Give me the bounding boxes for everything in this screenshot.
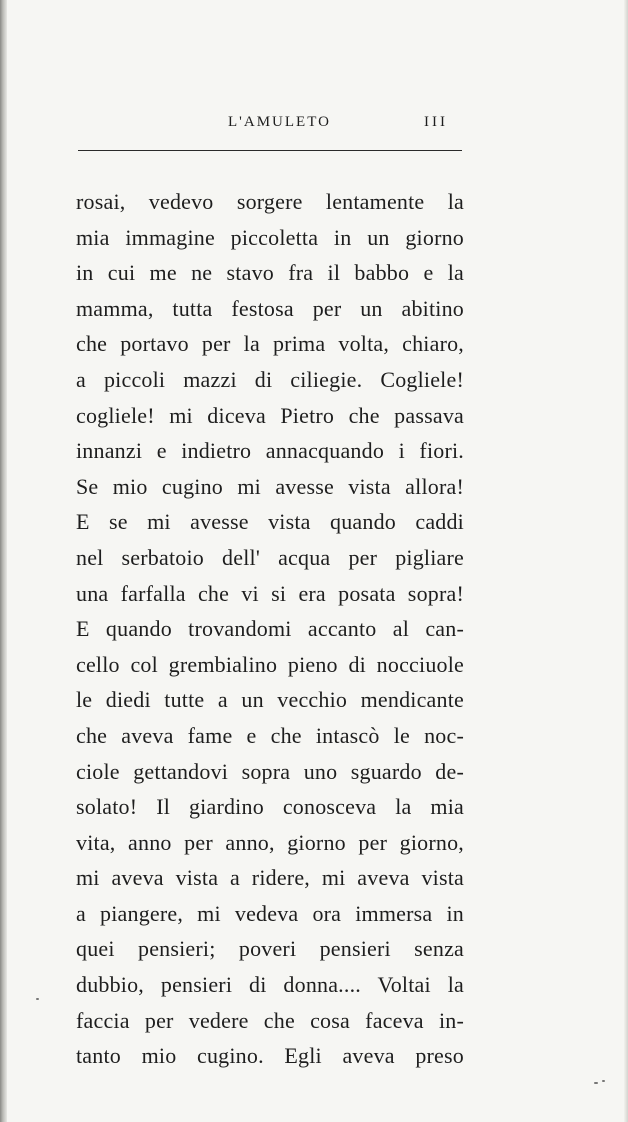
running-title: L'AMULETO [228, 114, 331, 130]
text-line: cello col grembialino pieno di nocciuole [76, 651, 464, 677]
text-line: vita, anno per anno, giorno per giorno, [76, 829, 464, 855]
text-line: innanzi e indietro annacquando i fiori. [76, 438, 464, 464]
text-line: rosai, vedevo sorgere lentamente la [76, 189, 464, 214]
page-outer-edge [624, 0, 628, 1122]
header-rule [78, 150, 462, 151]
text-line: E se mi avesse vista quando caddi [76, 509, 464, 535]
page-number: III [424, 114, 448, 130]
text-line: in cui me ne stavo fra il babbo e la [76, 260, 464, 286]
text-line: quei pensieri; poveri pensieri senza [76, 936, 464, 962]
body-text [76, 184, 464, 1074]
running-head [0, 108, 628, 138]
page-binding-edge [0, 0, 7, 1122]
text-line: a piangere, mi vedeva ora immersa in [76, 900, 464, 926]
text-line: che aveva fame e che intascò le noc- [76, 722, 464, 748]
text-line: una farfalla che vi si era posata sopra! [76, 580, 464, 606]
text-line: mi aveva vista a ridere, mi aveva vista [76, 865, 464, 891]
text-line: tanto mio cugino. Egli aveva preso [76, 1043, 464, 1069]
text-line: a piccoli mazzi di ciliegie. Cogliele! [76, 366, 464, 392]
text-line: mamma, tutta festosa per un abitino [76, 295, 464, 321]
paper-speck [602, 1080, 605, 1082]
text-line: che portavo per la prima volta, chiaro, [76, 331, 464, 357]
text-line: solato! Il giardino conosceva la mia [76, 794, 464, 820]
text-line: cogliele! mi diceva Pietro che passava [76, 402, 464, 428]
text-line: Se mio cugino mi avesse vista allora! [76, 473, 464, 499]
text-line: mia immagine piccoletta in un giorno [76, 224, 464, 250]
paper-speck [594, 1082, 598, 1084]
text-line: faccia per vedere che cosa faceva in- [76, 1007, 464, 1033]
paper-speck [36, 998, 39, 1000]
text-line: E quando trovandomi accanto al can- [76, 616, 464, 642]
text-line: ciole gettandovi sopra uno sguardo de- [76, 758, 464, 784]
text-line: dubbio, pensieri di donna.... Voltai la [76, 972, 464, 998]
text-line: nel serbatoio dell' acqua per pigliare [76, 544, 464, 570]
text-line: le diedi tutte a un vecchio mendicante [76, 687, 464, 713]
